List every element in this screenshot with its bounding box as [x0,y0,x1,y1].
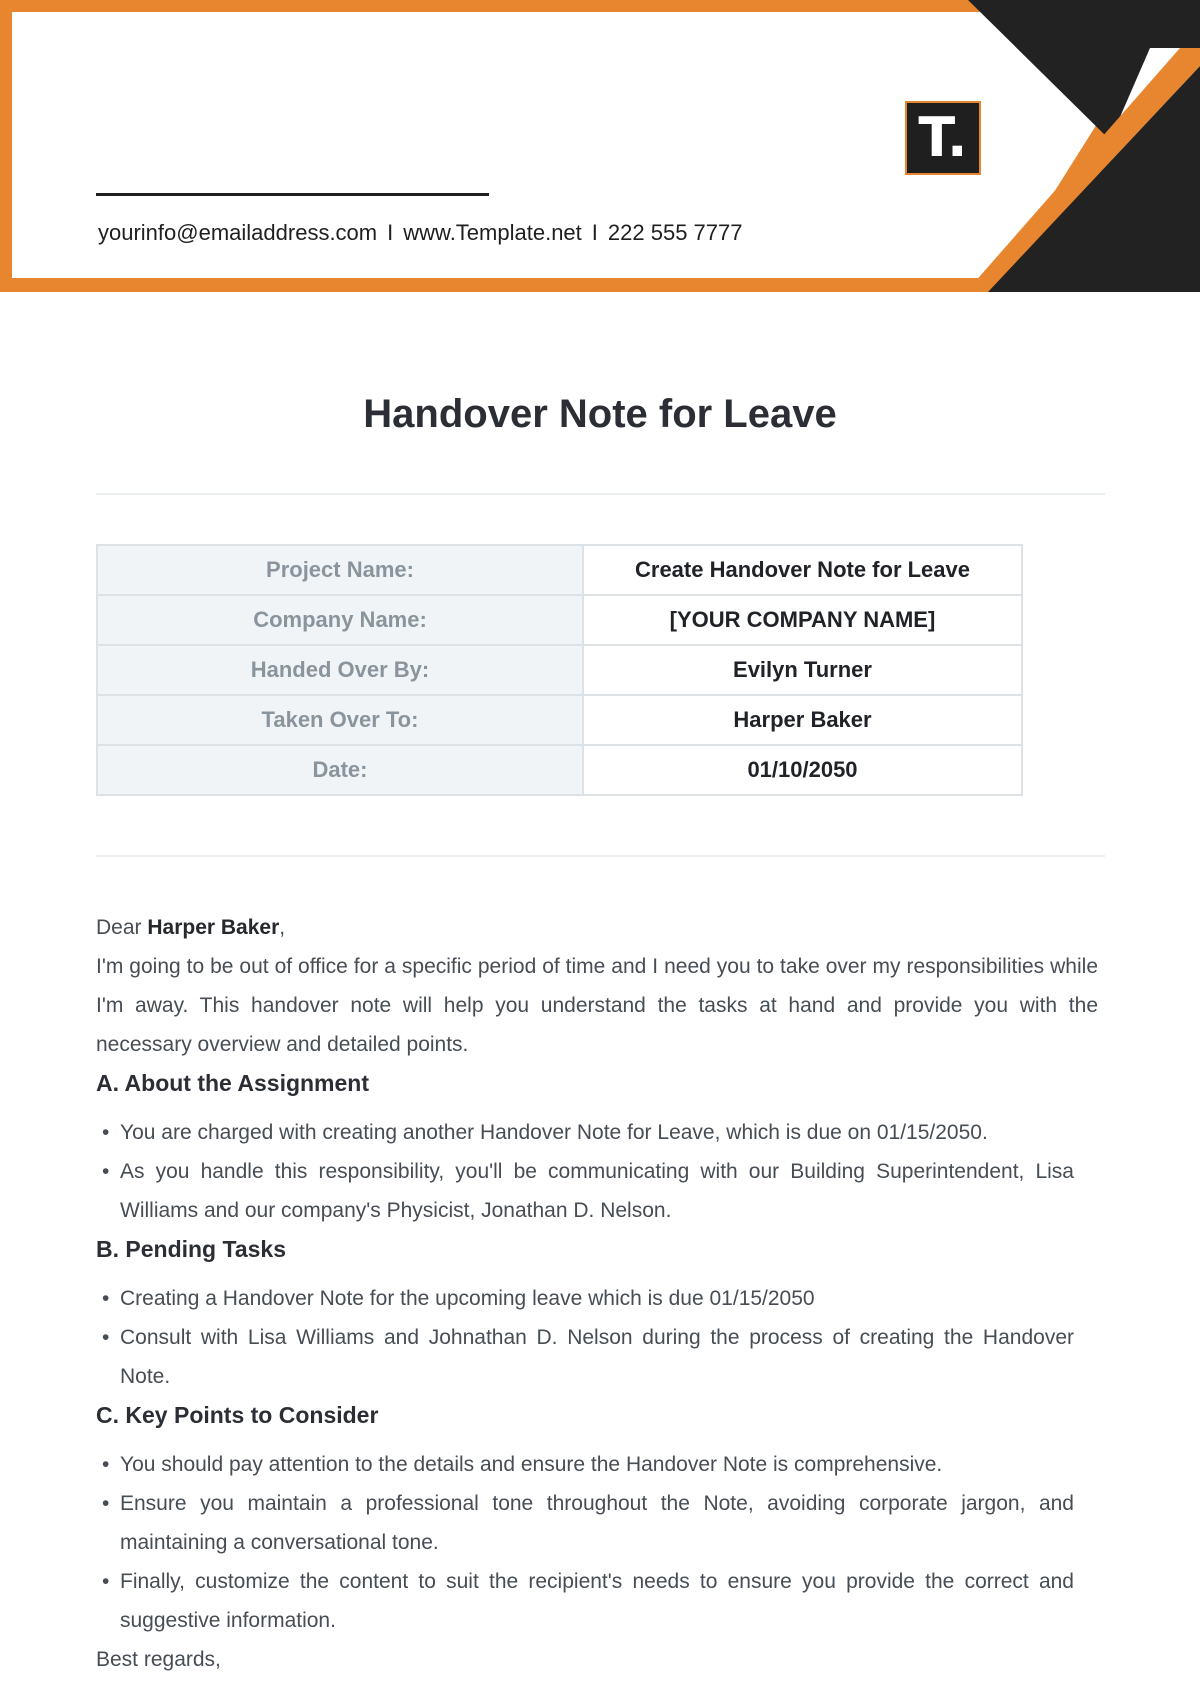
section-list [96,1279,1098,1396]
greeting [96,908,1098,947]
letterhead-rule [96,193,489,196]
table-row [97,745,1022,795]
section-list [96,1445,1098,1640]
intro-paragraph: I'm going to be out of office for a specific period of time and I need you to take over my responsibilities while I'm away. This handover note will help you understand the tasks at hand and provide you with the necessary overview and detailed points. [96,955,1098,1056]
row-value: Evilyn Turner [583,645,1022,695]
list-item: • You should pay attention to the details and ensure the Handover Note is comprehensive. [96,1445,1074,1484]
recipient-name: Harper Baker [147,916,280,939]
section-heading: A. About the Assignment [96,1070,370,1096]
row-value: Create Handover Note for Leave [583,545,1022,595]
contact-separator: I [387,220,394,245]
contact-email: yourinfo@emailaddress.com [98,220,378,245]
list-item: • Consult with Lisa Williams and Johnathan D. Nelson during the process of creating the Handover Note. [96,1318,1074,1396]
section-list [96,1113,1098,1230]
letterhead-graphic [0,0,1200,292]
row-label: Project Name: [97,545,583,595]
row-label: Handed Over By: [97,645,583,695]
letter-body [96,908,1098,1679]
contact-line [98,220,742,246]
table-row [97,595,1022,645]
row-label: Company Name: [97,595,583,645]
closing: Best regards, [96,1648,221,1671]
table-row [97,695,1022,745]
row-label: Date: [97,745,583,795]
list-item: • Finally, customize the content to suit the recipient's needs to ensure you provide the correct and suggestive information. [96,1562,1074,1640]
list-item: • Creating a Handover Note for the upcoming leave which is due 01/15/2050 [96,1279,1074,1318]
row-value: Harper Baker [583,695,1022,745]
row-value: [YOUR COMPANY NAME] [583,595,1022,645]
greeting-suffix: , [279,916,286,939]
greeting-prefix: Dear [96,916,148,939]
handover-info-table [96,544,1023,796]
section-heading: C. Key Points to Consider [96,1402,379,1428]
title-divider [96,493,1105,495]
letterhead [0,0,1200,292]
table-row [97,545,1022,595]
row-label: Taken Over To: [97,695,583,745]
list-item: • Ensure you maintain a professional tone throughout the Note, avoiding corporate jargon, and maintaining a conversational tone. [96,1484,1074,1562]
row-value: 01/10/2050 [583,745,1022,795]
table-divider [96,855,1105,857]
contact-separator: I [591,220,598,245]
contact-website: www.Template.net [403,220,582,245]
list-item: • As you handle this responsibility, you'll be communicating with our Building Superintendent, Lisa Williams and our company's Physicist, Jonathan D. Nelson. [96,1152,1074,1230]
list-item: • You are charged with creating another Handover Note for Leave, which is due on 01/15/2050. [96,1113,1074,1152]
company-logo: T. [905,101,981,175]
document-title: Handover Note for Leave [363,392,837,436]
contact-phone: 222 555 7777 [607,220,743,245]
table-row [97,645,1022,695]
section-heading: B. Pending Tasks [96,1236,287,1262]
